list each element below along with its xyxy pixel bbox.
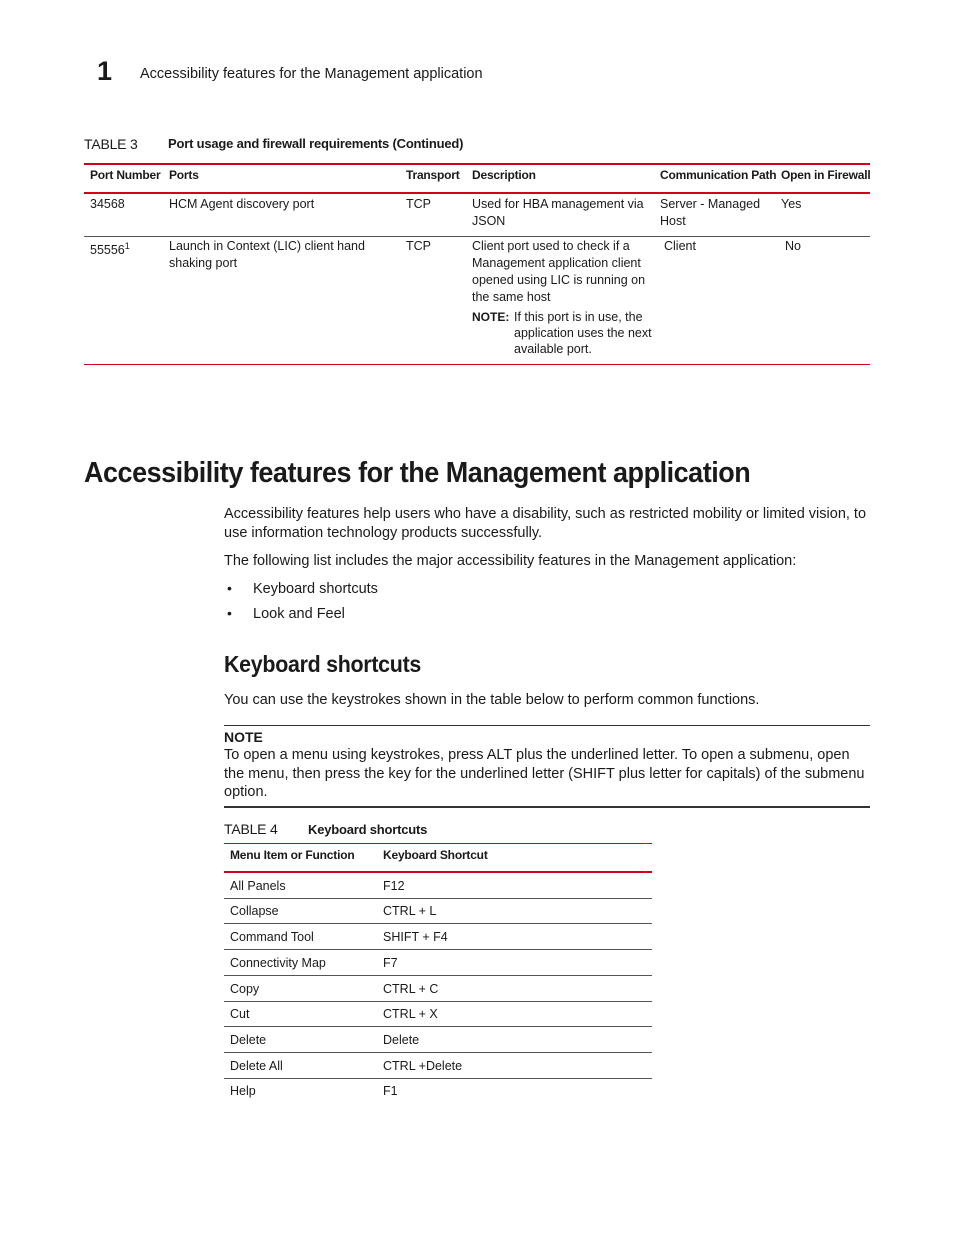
t4-header-menu-item: Menu Item or Function	[230, 848, 355, 862]
t3-cell-ports: HCM Agent discovery port	[169, 197, 315, 211]
t3-header-port-number: Port Number	[90, 168, 161, 182]
table-row	[224, 1001, 652, 1027]
t3-header-description: Description	[472, 168, 536, 182]
t3-cell-description: Used for HBA management via JSON	[472, 197, 644, 228]
t4-cell-shortcut: CTRL +Delete	[383, 1059, 463, 1073]
note-bottom-rule	[224, 806, 870, 808]
t4-cell-function: Delete	[230, 1033, 267, 1047]
list-item-label: Look and Feel	[253, 606, 345, 622]
t4-cell-function: Cut	[230, 1007, 250, 1021]
t4-cell-function: Delete All	[230, 1059, 283, 1073]
t3-cell-transport: TCP	[406, 197, 431, 211]
list-item-label: Keyboard shortcuts	[253, 581, 378, 597]
t3-header-open-in-firewall: Open in Firewall	[781, 168, 871, 182]
t4-cell-shortcut: F7	[383, 956, 398, 970]
bullet-icon: •	[227, 580, 232, 596]
t4-cell-shortcut: F1	[383, 1084, 398, 1098]
footnote-marker: 1	[124, 241, 130, 251]
t4-cell-shortcut: F12	[383, 879, 405, 893]
subsection-intro-paragraph: You can use the keystrokes shown in the table below to perform common functions.	[224, 692, 760, 708]
t3-cell-ports: Launch in Context (LIC) client hand shaking port	[169, 239, 365, 270]
table-row	[224, 898, 652, 924]
t3-header-transport: Transport	[406, 168, 460, 182]
t3-cell-firewall: Yes	[781, 197, 802, 211]
table-4-top-rule	[224, 843, 652, 844]
table-row	[224, 976, 652, 1002]
bullet-icon: •	[227, 605, 232, 621]
t4-cell-shortcut: CTRL + X	[383, 1007, 438, 1021]
t4-cell-function: Connectivity Map	[230, 956, 326, 970]
t4-cell-function: Copy	[230, 982, 260, 996]
table-3-label: TABLE 3	[84, 136, 138, 152]
t3-header-communication-path: Communication Path	[660, 168, 777, 182]
t4-cell-function: Command Tool	[230, 930, 314, 944]
list-intro-paragraph: The following list includes the major accessibility features in the Management application:	[224, 553, 797, 569]
t4-cell-shortcut: CTRL + C	[383, 982, 439, 996]
table-row	[224, 950, 652, 976]
chapter-number: 1	[97, 56, 113, 86]
t4-cell-function: All Panels	[230, 879, 286, 893]
table-3-bottom-rule	[84, 364, 870, 365]
t4-cell-function: Help	[230, 1084, 256, 1098]
table-3-header-rule	[84, 192, 870, 194]
t4-cell-shortcut: Delete	[383, 1033, 420, 1047]
t3-cell-firewall: No	[785, 239, 801, 253]
note-label: NOTE	[224, 729, 263, 745]
t4-cell-shortcut: SHIFT + F4	[383, 930, 448, 944]
running-header-title: Accessibility features for the Management application	[140, 66, 483, 82]
section-heading: Accessibility features for the Management application	[84, 457, 751, 489]
note-top-rule	[224, 725, 870, 726]
t3-cell-path: Server - Managed Host	[660, 197, 761, 228]
t3-note-text: If this port is in use, the application uses the next available port.	[514, 310, 652, 356]
t3-cell-port-number: 34568	[90, 197, 125, 211]
t3-cell-port-number	[90, 238, 130, 259]
table-row	[224, 873, 652, 899]
note-text: To open a menu using keystrokes, press ALT plus the underlined letter. To open a submenu, open the menu, then press the key for the underlined letter (SHIFT plus letter for capitals) of the submenu option.	[224, 747, 865, 800]
table-3-row-rule	[84, 236, 870, 237]
t4-cell-function: Collapse	[230, 904, 279, 918]
table-4-title: Keyboard shortcuts	[308, 822, 428, 837]
section-intro-paragraph: Accessibility features help users who have a disability, such as restricted mobility or limited vision, to use information technology products successfully.	[224, 506, 867, 541]
table-row	[224, 1078, 652, 1103]
t3-header-ports: Ports	[169, 168, 199, 182]
table-3-title: Port usage and firewall requirements (Continued)	[168, 136, 464, 151]
port-number-value: 55556	[90, 243, 125, 257]
table-row	[224, 1027, 652, 1053]
t3-note-label: NOTE:	[472, 310, 510, 324]
table-row	[224, 924, 652, 950]
subsection-heading: Keyboard shortcuts	[224, 651, 422, 677]
table-3-top-rule	[84, 163, 870, 165]
t3-cell-transport: TCP	[406, 239, 431, 253]
t3-cell-path: Client	[664, 239, 696, 253]
t3-cell-description: Client port used to check if a Management application client opened using LIC is running on the same host	[472, 239, 646, 304]
t4-cell-shortcut: CTRL + L	[383, 904, 437, 918]
table-4-label: TABLE 4	[224, 821, 278, 837]
t4-header-keyboard-shortcut: Keyboard Shortcut	[383, 848, 488, 862]
table-row	[224, 1053, 652, 1079]
